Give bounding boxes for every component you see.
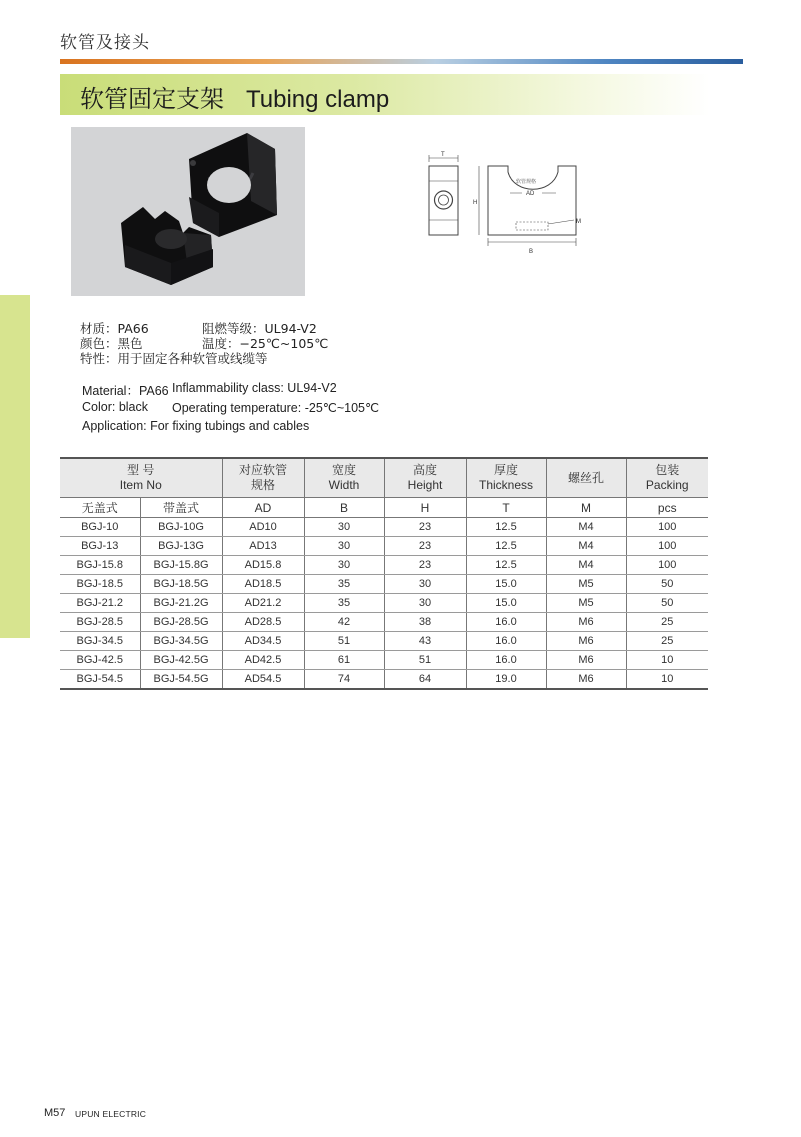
table-cell: BGJ-15.8G <box>140 556 222 575</box>
table-cell: AD10 <box>222 518 304 537</box>
table-cell: BGJ-54.5 <box>60 670 140 690</box>
drawing-note: 软管规格 <box>516 179 537 185</box>
table-cell: BGJ-21.2G <box>140 594 222 613</box>
table-row <box>60 575 708 594</box>
spec-color-en: Color: black <box>82 400 148 414</box>
table-cell: 38 <box>384 613 466 632</box>
table-cell: 25 <box>626 632 708 651</box>
table-cell: M5 <box>546 594 626 613</box>
table-cell: 15.0 <box>466 575 546 594</box>
table-cell: M4 <box>546 537 626 556</box>
product-title <box>80 79 389 114</box>
table-cell: 10 <box>626 670 708 690</box>
table-cell: AD34.5 <box>222 632 304 651</box>
drawing-t-label: T <box>441 152 445 158</box>
table-row <box>60 537 708 556</box>
table-cell: 51 <box>384 651 466 670</box>
spec-application-en: Application: For fixing tubings and cables <box>82 419 310 433</box>
subheader-cell: B <box>304 498 384 518</box>
table-cell: 16.0 <box>466 651 546 670</box>
header-height: 高度 Height <box>384 458 466 498</box>
drawing-b-label: B <box>529 249 534 255</box>
table-cell: 30 <box>304 518 384 537</box>
table-row <box>60 518 708 537</box>
table-subheader-row <box>60 498 708 518</box>
table-cell: M6 <box>546 613 626 632</box>
tubing-clamp-photo <box>71 127 305 296</box>
table-cell: AD18.5 <box>222 575 304 594</box>
table-cell: BGJ-10 <box>60 518 140 537</box>
spec-color-cn: 颜色：黑色 <box>80 336 143 351</box>
dimension-drawing <box>424 150 580 262</box>
table-cell: AD42.5 <box>222 651 304 670</box>
brand-name: UPUN ELECTRIC <box>75 1109 147 1119</box>
product-title-cn: 软管固定支架 <box>80 85 224 113</box>
table-cell: BGJ-34.5G <box>140 632 222 651</box>
table-cell: BGJ-42.5G <box>140 651 222 670</box>
table-cell: BGJ-13 <box>60 537 140 556</box>
table-cell: 19.0 <box>466 670 546 690</box>
table-cell: BGJ-18.5 <box>60 575 140 594</box>
table-cell: 25 <box>626 613 708 632</box>
table-cell: 16.0 <box>466 632 546 651</box>
table-row <box>60 594 708 613</box>
drawing-m-label: M <box>576 219 581 225</box>
product-title-en: Tubing clamp <box>246 86 390 113</box>
table-cell: M6 <box>546 651 626 670</box>
page-number: M57 <box>44 1107 66 1119</box>
table-row <box>60 632 708 651</box>
subheader-cell: H <box>384 498 466 518</box>
table-cell: 12.5 <box>466 518 546 537</box>
spec-flame-en: Inflammability class: UL94-V2 <box>172 381 337 395</box>
table-cell: 35 <box>304 575 384 594</box>
subheader-cell: 无盖式 <box>60 498 140 518</box>
table-cell: BGJ-54.5G <box>140 670 222 690</box>
table-cell: 30 <box>384 575 466 594</box>
table-cell: BGJ-15.8 <box>60 556 140 575</box>
spec-material-en: Material：PA66 <box>82 384 169 398</box>
table-cell: 16.0 <box>466 613 546 632</box>
spec-flame-cn: 阻燃等级：UL94-V2 <box>202 321 317 336</box>
subheader-cell: M <box>546 498 626 518</box>
table-cell: 23 <box>384 537 466 556</box>
spec-temp-cn: 温度：−25℃~105℃ <box>202 336 329 351</box>
table-cell: 12.5 <box>466 537 546 556</box>
table-header-row <box>60 458 708 498</box>
table-cell: 50 <box>626 594 708 613</box>
table-cell: 100 <box>626 556 708 575</box>
table-cell: BGJ-21.2 <box>60 594 140 613</box>
table-cell: 51 <box>304 632 384 651</box>
table-cell: M5 <box>546 575 626 594</box>
table-cell: AD54.5 <box>222 670 304 690</box>
table-cell: 100 <box>626 518 708 537</box>
table-cell: BGJ-34.5 <box>60 632 140 651</box>
table-cell: M4 <box>546 518 626 537</box>
table-cell: BGJ-42.5 <box>60 651 140 670</box>
table-cell: AD21.2 <box>222 594 304 613</box>
spec-table <box>60 457 708 690</box>
product-photo <box>71 127 305 296</box>
table-cell: M6 <box>546 632 626 651</box>
table-cell: 43 <box>384 632 466 651</box>
table-row <box>60 670 708 690</box>
table-cell: 50 <box>626 575 708 594</box>
table-cell: 12.5 <box>466 556 546 575</box>
table-cell: M6 <box>546 670 626 690</box>
drawing-ad-label: AD <box>526 191 535 197</box>
table-row <box>60 651 708 670</box>
table-cell: AD28.5 <box>222 613 304 632</box>
table-row <box>60 556 708 575</box>
subheader-cell: pcs <box>626 498 708 518</box>
spec-material-cn: 材质：PA66 <box>80 321 149 336</box>
table-cell: BGJ-28.5 <box>60 613 140 632</box>
subheader-cell: AD <box>222 498 304 518</box>
table-cell: 30 <box>304 556 384 575</box>
table-body <box>60 518 708 690</box>
table-row <box>60 613 708 632</box>
header-packing: 包装 Packing <box>626 458 708 498</box>
table-cell: BGJ-18.5G <box>140 575 222 594</box>
table-cell: 35 <box>304 594 384 613</box>
header-screw-hole: 螺丝孔 <box>546 458 626 498</box>
table-cell: 100 <box>626 537 708 556</box>
header-width: 宽度 Width <box>304 458 384 498</box>
table-cell: BGJ-13G <box>140 537 222 556</box>
table-cell: 23 <box>384 556 466 575</box>
table-cell: 15.0 <box>466 594 546 613</box>
category-title: 软管及接头 <box>60 33 150 53</box>
table-cell: 61 <box>304 651 384 670</box>
table-cell: AD15.8 <box>222 556 304 575</box>
table-cell: 42 <box>304 613 384 632</box>
table-cell: 64 <box>384 670 466 690</box>
header-ad: 对应软管 规格 <box>222 458 304 498</box>
spec-feature-cn: 特性：用于固定各种软管或线缆等 <box>80 351 268 366</box>
drawing-h-label: H <box>473 200 478 206</box>
table-cell: 10 <box>626 651 708 670</box>
spec-temp-en: Operating temperature: -25℃~105℃ <box>172 401 380 415</box>
subheader-cell: 带盖式 <box>140 498 222 518</box>
table-cell: 23 <box>384 518 466 537</box>
subheader-cell: T <box>466 498 546 518</box>
header-rule <box>60 59 743 64</box>
header-item-no: 型 号 Item No <box>60 458 222 498</box>
table-cell: 74 <box>304 670 384 690</box>
table-cell: BGJ-28.5G <box>140 613 222 632</box>
table-cell: 30 <box>304 537 384 556</box>
side-tab-strip <box>0 295 30 638</box>
header-thickness: 厚度 Thickness <box>466 458 546 498</box>
table-cell: M4 <box>546 556 626 575</box>
table-cell: AD13 <box>222 537 304 556</box>
table-cell: BGJ-10G <box>140 518 222 537</box>
table-cell: 30 <box>384 594 466 613</box>
